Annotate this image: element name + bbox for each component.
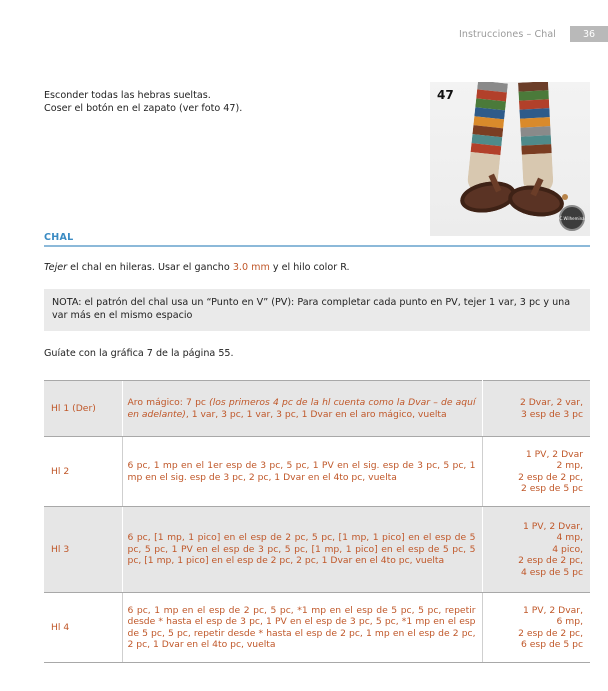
row-label: Hl 3: [44, 507, 122, 593]
table-row: [44, 437, 590, 507]
intro-text: [44, 90, 242, 115]
row-label: Hl 2: [44, 437, 122, 507]
instruction-end: y el hilo color R.: [269, 262, 350, 273]
row-stitch-count: 2 Dvar, 2 var, 3 esp de 3 pc: [482, 381, 590, 437]
photo-47: [430, 82, 590, 236]
intro-line-2: Coser el botón en el zapato (ver foto 47).: [44, 102, 243, 114]
note-text: NOTA: el patrón del chal usa un “Punto en V” (PV): Para completar cada punto en PV, tejer 1 var, 3 pc y una var más en el mismo espacio: [52, 297, 571, 321]
doll-leg-left: [466, 82, 508, 195]
intro-line-1: Esconder todas las hebras sueltas.: [44, 90, 211, 101]
brand-logo-icon: C.Wilhemina: [559, 205, 585, 231]
page-header: [459, 26, 608, 42]
header-title: Instrucciones – Chal: [458, 28, 556, 40]
section-divider: [44, 245, 590, 247]
pattern-table: [44, 380, 590, 663]
row-label: Hl 4: [44, 593, 122, 663]
row-description: 6 pc, [1 mp, 1 pico] en el esp de 2 pc, 5 pc, [1 mp, 1 pico] en el esp de 5 pc, 5 pc, 1 PV en el esp de 3 pc, 5 pc, [1 mp, 1 pico] en el esp de 5 pc, 5 pc, [1 mp, 1 pico] en el esp de 2 pc, 2 pc, 1 Dvar en el 4to pc, vuelta: [122, 507, 482, 593]
row-stitch-count: 1 PV, 2 Dvar, 6 mp, 2 esp de 2 pc, 6 esp de 5 pc: [482, 593, 590, 663]
row-description: 6 pc, 1 mp en el esp de 2 pc, 5 pc, *1 mp en el esp de 5 pc, 5 pc, repetir desde * hasta el esp de 3 pc, 1 PV en el esp de 3 pc, 5 pc, *1 mp en el esp de 5 pc, 5 pc, repetir desde * hasta el esp de 2 pc, 1 mp en el esp de 2 pc, 2 pc, 1 Dvar en el 4to pc, vuelta: [122, 593, 482, 663]
row-stitch-count: 1 PV, 2 Dvar, 4 mp, 4 pico, 2 esp de 2 pc, 4 esp de 5 pc: [482, 507, 590, 593]
section-title: CHAL: [44, 232, 74, 243]
table-row: [44, 593, 590, 663]
instruction-verb: Tejer: [44, 262, 68, 273]
instruction-text: [44, 262, 350, 273]
page-number-badge: 36: [570, 26, 608, 42]
table-row: [44, 381, 590, 437]
instruction-mid: el chal en hileras. Usar el gancho: [67, 262, 233, 273]
hook-size: 3.0 mm: [232, 262, 270, 273]
guide-text: Guíate con la gráfica 7 de la página 55.: [44, 348, 234, 359]
row-stitch-count: 1 PV, 2 Dvar 2 mp, 2 esp de 2 pc, 2 esp de 5 pc: [482, 437, 590, 507]
note-box: [44, 289, 590, 331]
row-description: Aro mágico: 7 pc (los primeros 4 pc de la hl cuenta como la Dvar – de aquí en adelante), 1 var, 3 pc, 1 var, 3 pc, 1 Dvar en el aro mágico, vuelta: [122, 381, 482, 437]
doll-leg-right: [518, 82, 554, 195]
shoe-button: [562, 194, 568, 200]
row-label: Hl 1 (Der): [44, 381, 122, 437]
row-description: 6 pc, 1 mp en el 1er esp de 3 pc, 5 pc, 1 PV en el sig. esp de 3 pc, 5 pc, 1 mp en el sig. esp de 3 pc, 2 pc, 1 Dvar en el 4to pc, vuelta: [122, 437, 482, 507]
photo-number: 47: [437, 88, 454, 102]
table-row: [44, 507, 590, 593]
